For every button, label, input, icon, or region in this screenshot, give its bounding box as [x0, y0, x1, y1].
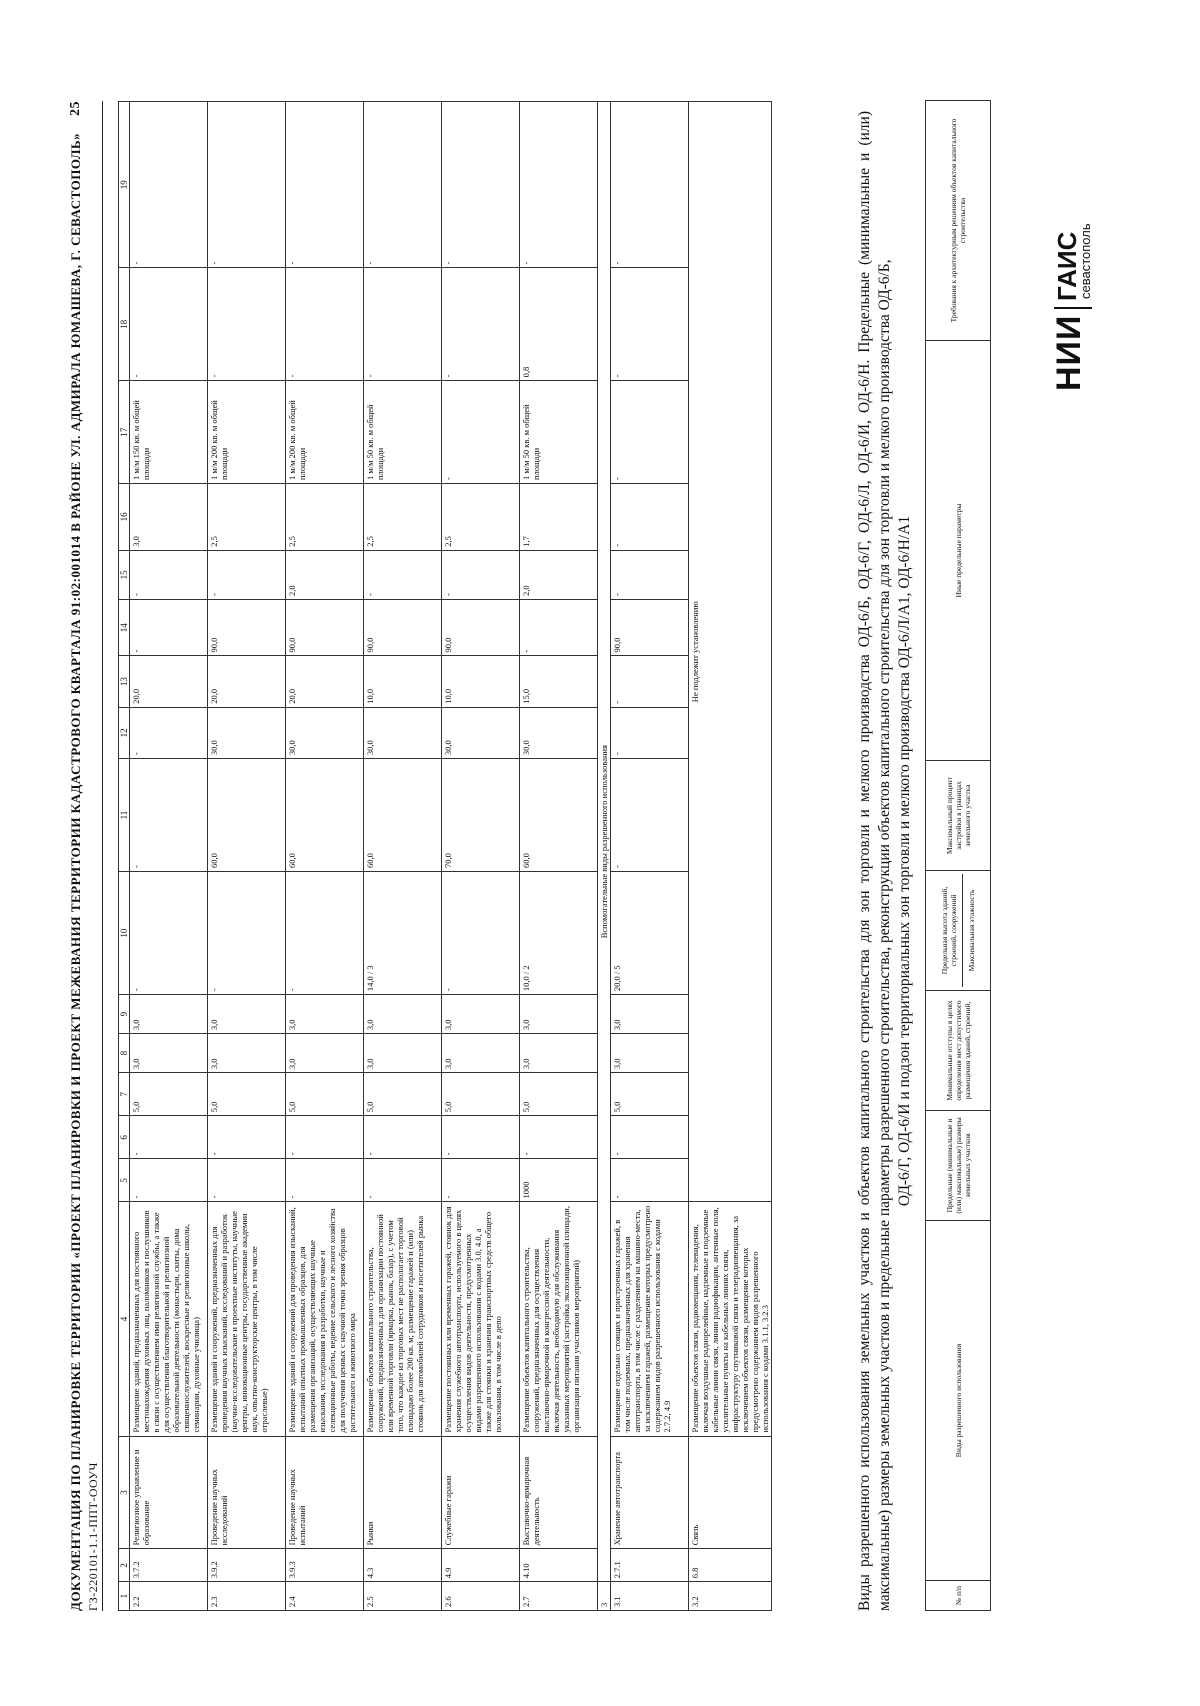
cell-name: Выставочно-ярмарочная деятельность: [520, 1436, 598, 1549]
caption-line-1: Виды разрешенного использования земельных участков и объектов капитального строительства для зон торговли и мелкого производства ОД-6/Б, ОД-6/Г, ОД-6/Л, ОД-6/И, ОД-6/Н. Предельные (минимальные и: [856, 152, 873, 1611]
cell-code: 3.9.2: [208, 1549, 286, 1582]
cell-c14: -: [520, 599, 598, 655]
cell-no: 2.2: [130, 1582, 208, 1611]
section-label: Вспомогательные виды разрешенного использования: [598, 102, 611, 1582]
column-number: 19: [119, 102, 130, 268]
cell-c17: 1 м/м 50 кв. м общей площади: [520, 381, 598, 484]
cell-c18: -: [208, 268, 286, 381]
cell-c5: -: [611, 1159, 689, 1202]
logo-nii: НИИ: [1050, 314, 1088, 391]
cell-name: Служебные гаражи: [442, 1436, 520, 1549]
cell-c7: 5,0: [442, 1073, 520, 1116]
cell-c12: 30,0: [286, 707, 364, 758]
cell-c17: 1 м/м 200 кв. м общей площади: [208, 381, 286, 484]
cell-c14: 90,0: [611, 599, 689, 655]
cell-c9: 3,0: [208, 995, 286, 1034]
cell-c5: 1000: [520, 1159, 598, 1202]
cell-c14: 90,0: [364, 599, 442, 655]
cell-c7: 5,0: [130, 1073, 208, 1116]
column-number: 13: [119, 656, 130, 707]
cell-c17: -: [611, 381, 689, 484]
cell-c8: 3,0: [611, 1034, 689, 1073]
logo-separator: [1054, 307, 1092, 309]
caption-line-3: ОД-6/Г, ОД-6/И и подзон территориальных зон торговли и мелкого производства ОД-6/Л/А1, ОД-6/Н/А1: [896, 515, 913, 1207]
cell-c6: -: [208, 1116, 286, 1159]
header-rule: [102, 101, 103, 1611]
cell-c18: -: [611, 268, 689, 381]
cell-c8: 3,0: [286, 1034, 364, 1073]
cell-c10: -: [130, 871, 208, 994]
cell-name: Религиозное управление и образование: [130, 1436, 208, 1549]
cell-c5: -: [442, 1159, 520, 1202]
legend-arch: Требования к архитектурным решениям объектов капитального строительства: [926, 101, 991, 341]
cell-c6: -: [286, 1116, 364, 1159]
cell-desc: Размещение объектов капитального строительства, сооружений, предназначенных для осуществления выставочно-ярмарочной и конгрессной деятельности, включая деятельность, необходимую для обслуживания указанных мероприятий (застройка экспозиционной площади, организация питания участников мероприятий): [520, 1202, 598, 1436]
cell-c9: 3,0: [364, 995, 442, 1034]
cell-c16: 2,5: [208, 484, 286, 551]
logo-gais: ГАИС: [1052, 231, 1082, 301]
cell-c16: 1,7: [520, 484, 598, 551]
cell-c12: 30,0: [208, 707, 286, 758]
cell-c19: -: [611, 102, 689, 268]
cell-desc: Размещение зданий и сооружений, предназначенных для проведения научных изысканий, исследований и разработок (научно-исследовательские и проектные институты, научные центры, инновационные центры, государственные академии наук, опытно-конструкторские центры, в том числе отраслевые): [208, 1202, 286, 1436]
column-number: 6: [119, 1116, 130, 1159]
cell-c12: -: [611, 707, 689, 758]
column-number: 2: [119, 1549, 130, 1582]
legend-floors-label: Максимальная этажность: [967, 889, 976, 972]
cell-desc: Размещение постоянных или временных гаражей, стоянок для хранения служебного автотранспорта, используемого в целях осуществления видов деятельности, предусмотренных видами разрешенного использования с кодами 3.0, 4.0, а также для стоянки и хранения транспортных средств общего пользования, в том числе в депо: [442, 1202, 520, 1436]
cell-no: 2.6: [442, 1582, 520, 1611]
table-row: [208, 102, 286, 1611]
cell-c14: 90,0: [208, 599, 286, 655]
legend-vri: Виды разрешенного использования: [926, 1221, 991, 1581]
column-number: 3: [119, 1436, 130, 1549]
cell-c7: 5,0: [364, 1073, 442, 1116]
cell-c12: 30,0: [442, 707, 520, 758]
column-number: 5: [119, 1159, 130, 1202]
table-row: [689, 102, 772, 1611]
cell-c5: -: [286, 1159, 364, 1202]
cell-name: Проведение научных испытаний: [286, 1436, 364, 1549]
cell-c7: 5,0: [208, 1073, 286, 1116]
cell-c11: -: [130, 759, 208, 872]
cell-c19: -: [208, 102, 286, 268]
cell-c13: 10,0: [442, 656, 520, 707]
cell-c6: -: [130, 1116, 208, 1159]
cell-c15: 2,0: [286, 550, 364, 599]
cell-desc: Размещение объектов капитального строительства, сооружений, предназначенных для организации постоянной или временной торговли (ярмарка, рынок, базар), с учетом того, что каждое из торговых мест не располагает торговой площадью более 200 кв. м; размещение гаражей и (или) стоянок для автомобилей сотрудников и посетителей рынка: [364, 1202, 442, 1436]
cell-c13: 20,0: [130, 656, 208, 707]
cell-c11: 60,0: [364, 759, 442, 872]
column-number: 14: [119, 599, 130, 655]
cell-c9: 3,0: [286, 995, 364, 1034]
cell-c16: -: [611, 484, 689, 551]
column-number-row: [119, 102, 130, 1611]
cell-c18: 0,8: [520, 268, 598, 381]
niigais-logo: [1050, 181, 1096, 391]
column-number: 7: [119, 1073, 130, 1116]
cell-c18: -: [364, 268, 442, 381]
cell-no: 2.7: [520, 1582, 598, 1611]
cell-c19: -: [442, 102, 520, 268]
cell-c11: -: [611, 759, 689, 872]
cell-c8: 3,0: [130, 1034, 208, 1073]
cell-c17: 1 м/м 50 кв. м общей площади: [364, 381, 442, 484]
table-row: [442, 102, 520, 1611]
cell-c10: 14,0 / 3: [364, 871, 442, 994]
cell-c15: -: [208, 550, 286, 599]
legend-other: Иные предельные параметры: [926, 341, 991, 761]
cell-c8: 3,0: [520, 1034, 598, 1073]
column-number: 16: [119, 484, 130, 551]
cell-c10: -: [208, 871, 286, 994]
cell-code: 3.9.3: [286, 1549, 364, 1582]
document-title: ДОКУМЕНТАЦИЯ ПО ПЛАНИРОВКЕ ТЕРРИТОРИИ «ПРОЕКТ ПЛАНИРОВКИ И ПРОЕКТ МЕЖЕВАНИЯ ТЕРРИТОРИИ КАДАСТРОВОГО КВАРТАЛА 91:02:001014 В РАЙОНЕ УЛ. АДМИРАЛА ЮМАШЕВА, Г. СЕВАСТОПОЛЬ»: [68, 132, 83, 1611]
table-row: [364, 102, 442, 1611]
table-row: [130, 102, 208, 1611]
cell-c6: -: [520, 1116, 598, 1159]
cell-code: 4.10: [520, 1549, 598, 1582]
column-number: 12: [119, 707, 130, 758]
cell-c14: -: [130, 599, 208, 655]
page-number: 25: [68, 101, 83, 116]
legend-sizes: Предельные (минимальные и (или) максимальные) размеры земельных участков: [926, 1111, 991, 1221]
column-number: 11: [119, 759, 130, 872]
cell-desc: Размещение объектов связи, радиовещания, телевидения, включая воздушные радиорелейные, надземные и подземные кабельные линии связи, линии радиофикации, антенные поля, усилительные пункты на кабельных линиях связи, инфраструктуру спутниковой связи и телерадиовещания, за исключением объектов связи, размещение которых предусмотрено содержанием видов разрешенного использования с кодами 3.1.1, 3.2.3: [689, 1202, 772, 1436]
cell-c6: -: [611, 1116, 689, 1159]
cell-c15: -: [130, 550, 208, 599]
logo-city: севастополь: [1078, 223, 1093, 299]
cell-c5: -: [130, 1159, 208, 1202]
cell-c13: -: [611, 656, 689, 707]
cell-c12: -: [130, 707, 208, 758]
cell-c17: 1 м/м 150 кв. м общей площади: [130, 381, 208, 484]
cell-c16: 2,5: [364, 484, 442, 551]
cell-c15: -: [442, 550, 520, 599]
cell-c9: 3,0: [520, 995, 598, 1034]
cell-c9: 3,0: [611, 995, 689, 1034]
cell-name: Связь: [689, 1436, 772, 1549]
cell-c5: -: [364, 1159, 442, 1202]
cell-c7: 5,0: [520, 1073, 598, 1116]
cell-c13: 15,0: [520, 656, 598, 707]
cell-c11: 60,0: [208, 759, 286, 872]
cell-code: 6.8: [689, 1549, 772, 1582]
cell-c8: 3,0: [364, 1034, 442, 1073]
zoning-table: [118, 101, 772, 1611]
cell-no: 2.5: [364, 1582, 442, 1611]
cell-c13: 10,0: [364, 656, 442, 707]
column-number: 9: [119, 995, 130, 1034]
cell-c11: 60,0: [286, 759, 364, 872]
column-number: 4: [119, 1202, 130, 1436]
cell-c14: 90,0: [286, 599, 364, 655]
cell-c19: -: [286, 102, 364, 268]
cell-c7: 5,0: [286, 1073, 364, 1116]
column-number: 17: [119, 381, 130, 484]
legend-setbacks: Минимальные отступы в целях определения мест допустимого размещения зданий, строений,: [926, 991, 991, 1111]
legend-height: [926, 871, 991, 991]
cell-no: 2.4: [286, 1582, 364, 1611]
cell-c18: -: [442, 268, 520, 381]
cell-c11: 70,0: [442, 759, 520, 872]
cell-name: Хранение автотранспорта: [611, 1436, 689, 1549]
cell-c6: -: [442, 1116, 520, 1159]
cell-no: 2.3: [208, 1582, 286, 1611]
cell-c15: -: [611, 550, 689, 599]
legend-coverage: Максимальный процент застройки в границах земельного участка: [926, 761, 991, 871]
cell-c16: 2,5: [286, 484, 364, 551]
column-number: 1: [119, 1582, 130, 1611]
legend-height-label: Предельная высота зданий, строений, сооружений: [940, 886, 958, 975]
cell-c18: -: [130, 268, 208, 381]
column-number: 15: [119, 550, 130, 599]
caption-line-2: (или) максимальные) размеры земельных участков и предельные параметры разрешенного строительства, реконструкции объектов капитального строительства для зон торговли и мелкого производства ОД-6/Б,: [856, 111, 893, 1611]
legend-no: № п/п: [926, 1581, 991, 1611]
rotated-page: [60, 81, 1140, 1621]
column-number: 18: [119, 268, 130, 381]
cell-c8: 3,0: [208, 1034, 286, 1073]
cell-c19: -: [364, 102, 442, 268]
cell-c6: -: [364, 1116, 442, 1159]
cell-c9: 3,0: [130, 995, 208, 1034]
cell-c11: 60,0: [520, 759, 598, 872]
cell-desc: Размещение зданий, предназначенных для постоянного местонахождения духовных лиц, паломников и послушников в связи с осуществлением ими религиозной службы, а также для осуществления благотворительной и религиозной образовательной деятельности (монастыри, скиты, дома священнослужителей, воскресные и религиозные школы, семинарии, духовные училища): [130, 1202, 208, 1436]
cell-c15: 2,0: [520, 550, 598, 599]
legend-table: [925, 100, 991, 1611]
cell-desc: Размещение отдельно стоящих и пристроенных гаражей, в том числе подземных, предназначенных для хранения автотранспорта, в том числе с разделением на машино-места, за исключением гаражей, размещение которых предусмотрено содержанием видов разрешенного использования с кодами 2.7.2, 4.9: [611, 1202, 689, 1436]
cell-c18: -: [286, 268, 364, 381]
cell-code: 4.9: [442, 1549, 520, 1582]
cell-code: 4.3: [364, 1549, 442, 1582]
table-caption: [855, 111, 915, 1611]
section-number: 3: [598, 1582, 611, 1611]
cell-name: Рынки: [364, 1436, 442, 1549]
cell-c17: -: [442, 381, 520, 484]
cell-c12: 30,0: [364, 707, 442, 758]
cell-c5: -: [208, 1159, 286, 1202]
column-number: 8: [119, 1034, 130, 1073]
cell-c12: 30,0: [520, 707, 598, 758]
cell-c16: 2,5: [442, 484, 520, 551]
document-code: ГЗ-220101-1.1-ППТ-ООУЧ: [86, 1462, 100, 1611]
cell-c14: 90,0: [442, 599, 520, 655]
section-row: [598, 102, 611, 1611]
cell-not-set: Не подлежит установлению: [689, 102, 772, 1202]
cell-c8: 3,0: [442, 1034, 520, 1073]
cell-name: Проведение научных исследований: [208, 1436, 286, 1549]
table-row: [520, 102, 598, 1611]
cell-c10: 20,0 / 5: [611, 871, 689, 994]
cell-c10: 10,0 / 2: [520, 871, 598, 994]
cell-c19: -: [130, 102, 208, 268]
cell-c15: -: [364, 550, 442, 599]
cell-no: 3.1: [611, 1582, 689, 1611]
cell-code: 3.7.2: [130, 1549, 208, 1582]
document-header: [68, 101, 101, 1611]
table-row: [611, 102, 689, 1611]
cell-c10: -: [442, 871, 520, 994]
cell-c7: 5,0: [611, 1073, 689, 1116]
cell-desc: Размещение зданий и сооружений для проведения изысканий, испытаний опытных промышленных образцов, для размещения организаций, осуществляющих научные изыскания, исследования и разработки, научные и селекционные работы, ведение сельского и лесного хозяйства для получения ценных с научной точки зрения образцов растительного и животного мира: [286, 1202, 364, 1436]
cell-c13: 20,0: [208, 656, 286, 707]
cell-no: 3.2: [689, 1582, 772, 1611]
cell-c19: -: [520, 102, 598, 268]
cell-c13: 20,0: [286, 656, 364, 707]
cell-c16: 3,0: [130, 484, 208, 551]
cell-code: 2.7.1: [611, 1549, 689, 1582]
table-row: [286, 102, 364, 1611]
cell-c17: 1 м/м 200 кв. м общей площади: [286, 381, 364, 484]
column-number: 10: [119, 871, 130, 994]
cell-c10: -: [286, 871, 364, 994]
cell-c9: 3,0: [442, 995, 520, 1034]
